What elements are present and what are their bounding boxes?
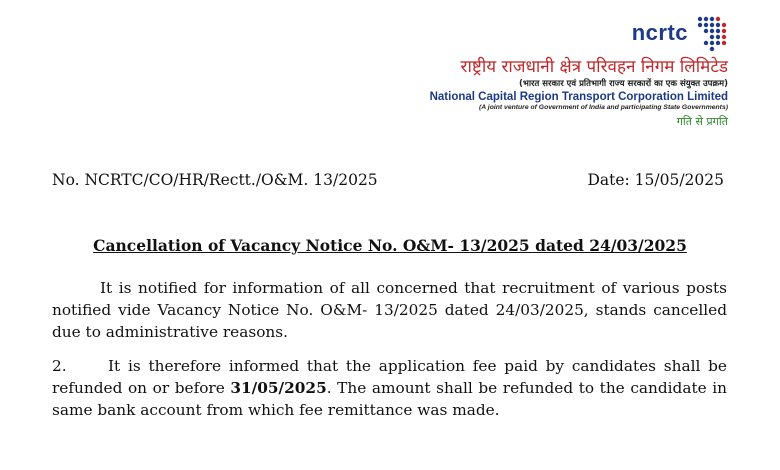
logo: [428, 14, 728, 52]
logo-text: ncrtc: [631, 20, 688, 45]
reference-number: No. NCRTC/CO/HR/Rectt./O&M. 13/2025: [52, 171, 378, 189]
notice-title: Cancellation of Vacancy Notice No. O&M- 13/2025 dated 24/03/2025: [93, 236, 687, 255]
paragraph-2-number: 2.: [52, 357, 67, 375]
paragraph-2-text-before: It is therefore informed that the application fee paid by candidates shall be refunded on or before: [52, 357, 727, 397]
org-name-english: National Capital Region Transport Corporation Limited: [429, 91, 728, 103]
org-sub-english: (A joint venture of Government of India and participating State Governments): [479, 104, 728, 111]
org-sub-hindi: (भारत सरकार एवं प्रतिभागी राज्य सरकारों का एक संयुक्त उपक्रम): [518, 79, 728, 89]
refund-deadline: 31/05/2025: [230, 379, 327, 397]
reference-date: Date: 15/05/2025: [587, 171, 724, 189]
paragraph-2: [52, 355, 727, 421]
paragraph-1: It is notified for information of all concerned that recruitment of various posts notified vide Vacancy Notice No. O&M- 13/2025 dated 24/03/2025, stands cancelled due to administrative reasons.: [52, 279, 727, 341]
logo-dots-icon: [694, 14, 728, 52]
letterhead: [428, 14, 728, 129]
paragraph-2-text-after: . The amount shall be refunded to the candidate in same bank account from which fee remittance was made.: [52, 379, 727, 419]
org-name-hindi: राष्ट्रीय राजधानी क्षेत्र परिवहन निगम लिमिटेड: [460, 57, 728, 77]
tagline: गति से प्रगति: [676, 115, 728, 128]
reference-line: [52, 171, 724, 189]
